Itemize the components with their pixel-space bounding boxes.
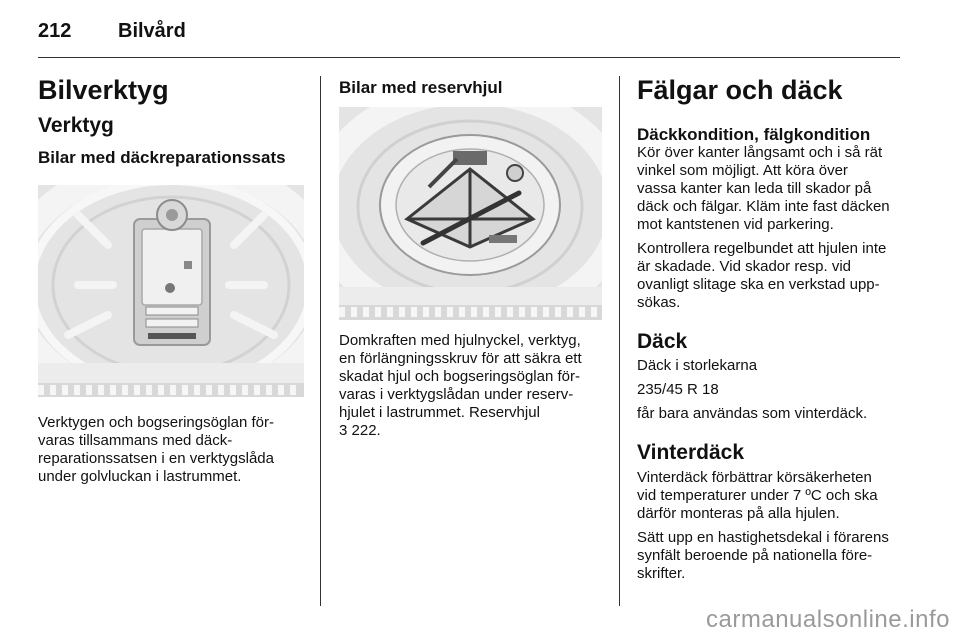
paragraph-line: däck och fälgar. Kläm inte fast däcken (637, 198, 890, 216)
heading-vinterdaeck: Vinterdäck (637, 441, 744, 465)
heading-verktyg: Verktyg (38, 113, 114, 137)
figure-spare-wheel-jack (339, 107, 602, 320)
page-reference[interactable] (339, 422, 614, 440)
column-divider-2 (619, 76, 620, 606)
paragraph-line: är skadade. Vid skador resp. vid (637, 258, 852, 276)
paragraph-line: därför monteras på alla hjulen. (637, 504, 840, 522)
reference-page: 222. (351, 422, 381, 439)
column-2-caption (339, 332, 614, 440)
heading-faelgar-och-daeck: Fälgar och däck (637, 75, 843, 105)
caption-line: varas tillsammans med däck- (38, 432, 233, 449)
paragraph-line: vinkel som möjligt. Att köra över (637, 162, 848, 180)
caption-line: under golvluckan i lastrummet. (38, 468, 242, 485)
heading-reservhjul: Bilar med reservhjul (339, 78, 503, 97)
paragraph-line: vassa kanter kan leda till skador på (637, 180, 872, 198)
heading-daeckkondition: Däckkondition, fälgkondition (637, 124, 871, 144)
paragraph-line: Kör över kanter långsamt och i så rät (637, 144, 883, 162)
tire-size: 235/45 R 18 (637, 381, 719, 399)
page-number: 212 (38, 20, 72, 42)
paragraph-line: mot kantstenen vid parkering. (637, 216, 834, 234)
heading-bilverktyg: Bilverktyg (38, 75, 169, 105)
reference-arrow-icon: 3 (339, 422, 348, 439)
heading-daeckreparationssats: Bilar med däckreparationssats (38, 147, 286, 167)
paragraph-line: Kontrollera regelbundet att hjulen inte (637, 240, 887, 258)
caption-line: Domkraften med hjulnyckel, verktyg, (339, 332, 581, 349)
column-2 (339, 79, 609, 98)
heading-daeck: Däck (637, 330, 688, 354)
caption-line: Verktygen och bogseringsöglan för- (38, 414, 274, 431)
paragraph-line: sökas. (637, 294, 681, 312)
header-rule (38, 57, 900, 58)
watermark: carmanualsonline.info (706, 606, 950, 633)
figure-tool-kit (38, 185, 304, 397)
caption-line: reparationssatsen i en verktygslåda (38, 450, 274, 467)
section-title: Bilvård (118, 20, 186, 42)
column-divider-1 (320, 76, 321, 606)
caption-line: en förlängningsskruv för att säkra ett (339, 350, 582, 367)
paragraph-line: synfält beroende på nationella före- (637, 546, 873, 564)
column-1 (38, 76, 308, 167)
paragraph-line: Vinterdäck förbättrar körsäkerheten (637, 468, 872, 486)
caption-line: varas i verktygslådan under reserv- (339, 386, 574, 403)
paragraph-line: ovanligt slitage ska en verkstad upp- (637, 276, 880, 294)
paragraph-line: får bara användas som vinterdäck. (637, 405, 868, 423)
paragraph-line: Sätt upp en hastighetsdekal i förarens (637, 528, 889, 546)
paragraph-line: Däck i storlekarna (637, 357, 758, 375)
column-3 (637, 76, 905, 583)
column-1-caption (38, 414, 308, 486)
caption-line: skadat hjul och bogseringsöglan för- (339, 368, 580, 385)
paragraph-line: vid temperaturer under 7 ºC och ska (637, 486, 878, 504)
caption-line: hjulet i lastrummet. Reservhjul (339, 404, 540, 421)
paragraph-line: skrifter. (637, 564, 686, 582)
